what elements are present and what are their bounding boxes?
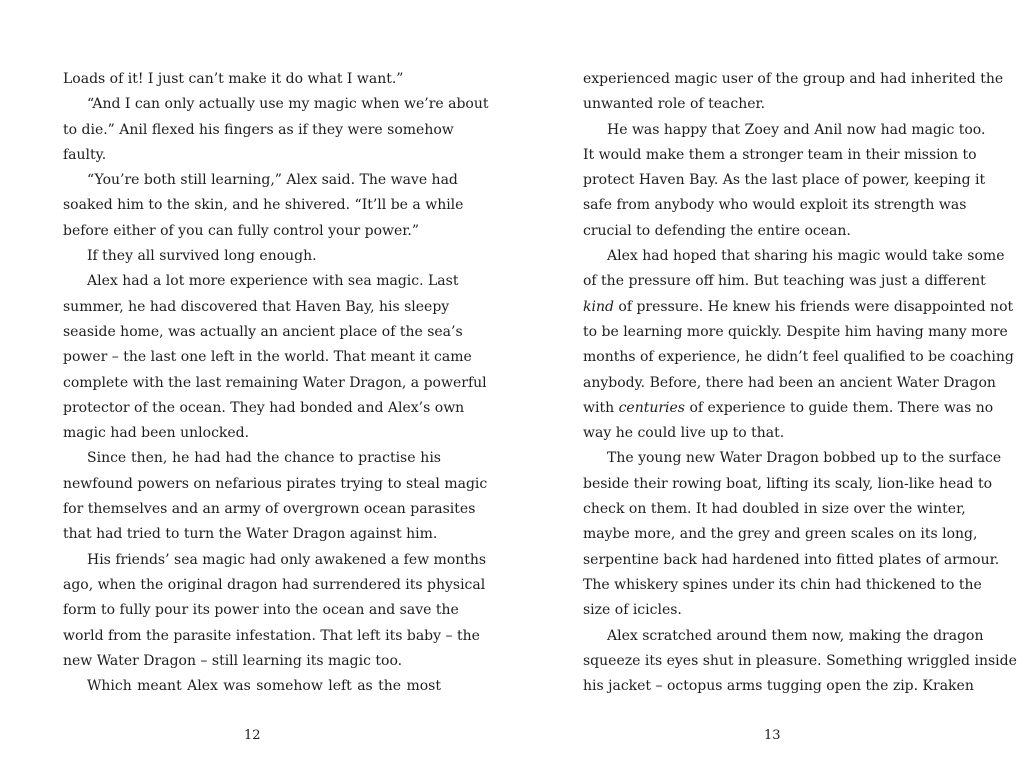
text-line: serpentine back had hardened into fitted plates of armour. [583,551,1000,568]
text-line: It would make them a stronger team in their mission to [583,146,977,163]
text-line: “You’re both still learning,” Alex said. The wave had [87,172,458,189]
text-line: months of experience, he didn’t feel qualified to be coaching [583,349,1014,366]
text-line: for themselves and an army of overgrown ocean parasites [63,501,476,518]
text-line: Since then, he had had the chance to practise his [87,450,441,467]
text-line: He was happy that Zoey and Anil now had magic too. [607,121,986,138]
text-line: Which meant Alex was somehow left as the most [87,678,441,695]
text-line: Alex had hoped that sharing his magic would take some [607,248,1005,265]
text-line: experienced magic user of the group and had inherited the [583,71,1004,87]
text-line: magic had been unlocked. [63,425,250,442]
text-line: of the pressure off him. But teaching was just a different [583,273,986,290]
text-line: to die.” Anil flexed his fingers as if they were somehow [63,121,454,138]
text-line: to be learning more quickly. Despite him having many more [583,323,1008,340]
page-number-left: 12 [244,728,261,743]
text-line: Alex scratched around them now, making the dragon [607,627,984,644]
text-line: The young new Water Dragon bobbed up to the surface [607,450,1002,467]
text-line: faulty. [63,146,107,163]
text-line: way he could live up to that. [583,425,785,442]
text-line: crucial to defending the entire ocean. [583,222,851,239]
text-line: before either of you can fully control your power.” [63,222,420,239]
text-line: If they all survived long enough. [87,248,317,265]
text-line: His friends’ sea magic had only awakened a few months [87,551,487,568]
text-line: squeeze its eyes shut in pleasure. Something wriggled inside [583,652,1017,669]
text-line: protector of the ocean. They had bonded and Alex’s own [63,399,465,416]
text-line: safe from anybody who would exploit its strength was [583,197,967,214]
text-line: ago, when the original dragon had surrendered its physical [63,576,486,593]
text-line: his jacket – octopus arms tugging open the zip. Kraken [583,678,974,695]
text-line: protect Haven Bay. As the last place of power, keeping it [583,172,986,189]
text-line: that had tried to turn the Water Dragon against him. [63,526,438,543]
text-line: Alex had a lot more experience with sea magic. Last [87,273,459,290]
text-line: unwanted role of teacher. [583,96,766,113]
text-line: world from the parasite infestation. That left its baby – the [63,627,480,644]
text-line: “And I can only actually use my magic when we’re about [87,96,489,113]
text-line: new Water Dragon – still learning its magic too. [63,652,403,669]
text-line: soaked him to the skin, and he shivered. “It’ll be a while [63,197,464,214]
text-line: seaside home, was actually an ancient place of the sea’s [63,323,463,340]
text-line: summer, he had discovered that Haven Bay, his sleepy [63,298,450,315]
left-page-text [63,67,489,699]
text-line: complete with the last remaining Water Dragon, a powerful [63,374,487,391]
text-line: beside their rowing boat, lifting its scaly, lion-like head to [583,475,993,492]
text-line: size of icicles. [583,602,682,619]
text-line: check on them. It had doubled in size over the winter, [583,501,966,518]
text-line: The whiskery spines under its chin had thickened to the [583,576,982,593]
text-line: form to fully pour its power into the ocean and save the [63,602,459,619]
text-line: power – the last one left in the world. That meant it came [63,349,472,366]
text-line: anybody. Before, there had been an ancient Water Dragon [583,374,996,391]
page-number-right: 13 [764,728,781,743]
text-line: maybe more, and the grey and green scales on its long, [583,526,978,543]
text-line: Loads of it! I just can’t make it do what I want.” [63,71,404,87]
right-page-text [583,67,1017,699]
text-line: newfound powers on nefarious pirates trying to steal magic [63,475,488,492]
text-line: kind of pressure. He knew his friends were disappointed not [583,298,1014,315]
text-line: with centuries of experience to guide them. There was no [583,399,994,416]
